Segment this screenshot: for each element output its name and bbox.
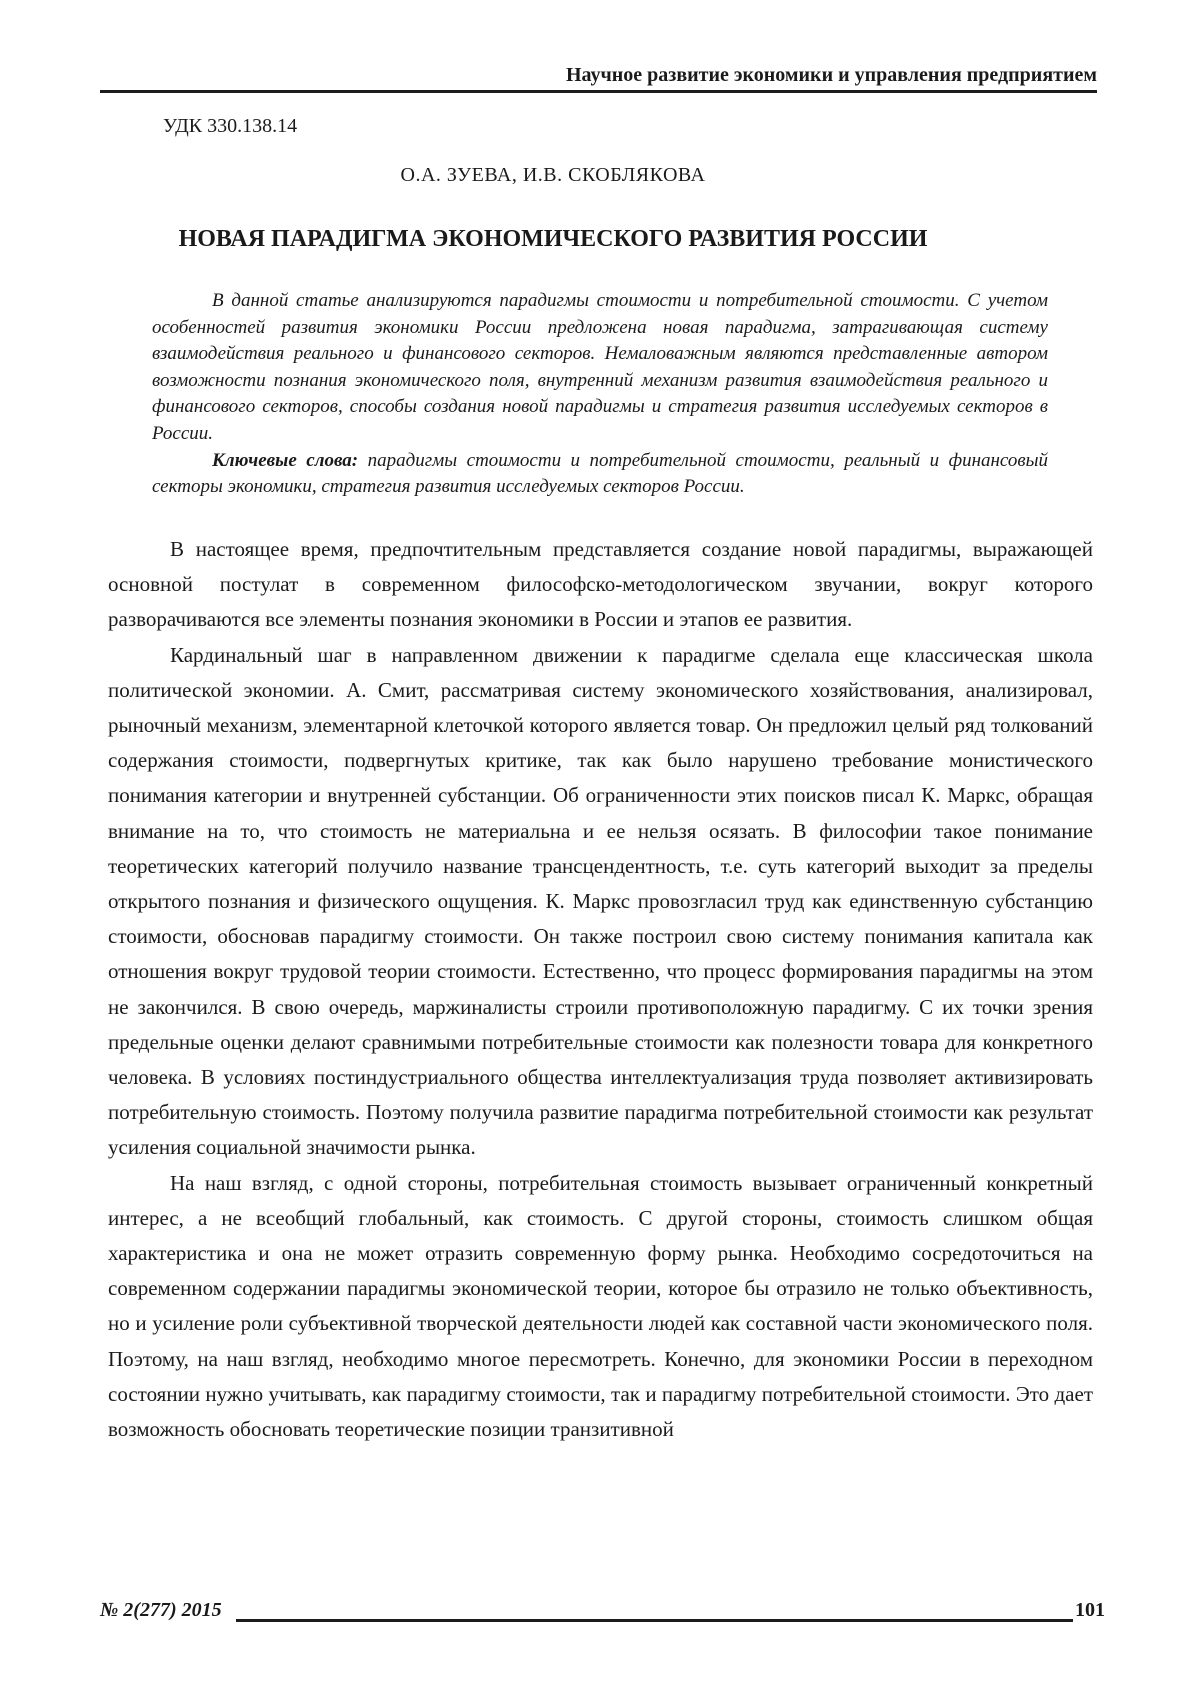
keywords-text: парадигмы стоимости и потребительной стоимости, реальный и финансовый секторы экономики, стратегия развития исследуемых секторов России.: [152, 449, 1048, 498]
keywords-label: Ключевые слова:: [212, 449, 359, 471]
abstract-section: [152, 288, 1048, 501]
article-body: [108, 532, 1093, 1447]
abstract-text: В данной статье анализируются парадигмы стоимости и потребительной стоимости. С учетом особенностей развития экономики России предложена новая парадигма, затрагивающая систему взаимодействия реального и финансового секторов. Немаловажным являются представленные автором возможности познания экономического поля, внутренний механизм развития взаимодействия реального и финансового секторов, способы создания новой парадигмы и стратегия развития исследуемых секторов в России.: [152, 290, 1048, 444]
authors: О.А. ЗУЕВА, И.В. СКОБЛЯКОВА: [400, 164, 706, 186]
article-title: НОВАЯ ПАРАДИГМА ЭКОНОМИЧЕСКОГО РАЗВИТИЯ РОССИИ: [178, 226, 928, 252]
udc-code: УДК 330.138.14: [163, 115, 298, 137]
running-header-text: Научное развитие экономики и управления предприятием: [565, 64, 1097, 86]
footer-rule: [236, 1598, 1073, 1622]
page-footer: [100, 1593, 1105, 1698]
body-paragraph: В настоящее время, предпочтительным представляется создание новой парадигмы, выражающей основной постулат в современном философско-методологическом звучании, вокруг которого разворачиваются все элементы познания экономики в России и этапов ее развития.: [108, 537, 1093, 632]
issue-number: № 2(277) 2015: [100, 1599, 222, 1621]
body-paragraph: На наш взгляд, с одной стороны, потребительная стоимость вызывает ограниченный конкретный интерес, а не всеобщий глобальный, как стоимость. С другой стороны, стоимость слишком общая характеристика и она не может отразить современную форму рынка. Необходимо сосредоточиться на современном содержании парадигмы экономической теории, которое бы отразило не только объективность, но и усиление роли субъективной творческой деятельности людей как составной части экономического поля. Поэтому, на наш взгляд, необходимо многое пересмотреть. Конечно, для экономики России в переходном состоянии нужно учитывать, как парадигму стоимости, так и парадигму потребительной стоимости. Это дает возможность обосновать теоретические позиции транзитивной: [108, 1170, 1093, 1442]
page-number: 101: [1075, 1599, 1105, 1621]
running-header: [100, 62, 1097, 93]
keywords-paragraph: [152, 448, 1048, 501]
body-paragraph: Кардинальный шаг в направленном движении к парадигме сделала еще классическая школа политической экономии. А. Смит, рассматривая систему экономического хозяйствования, анализировал, рыночный механизм, элементарной клеточкой которого является товар. Он предложил целый ряд толкований содержания стоимости, подвергнутых критике, так как было нарушено требование монистического понимания категории и внутренней субстанции. Об ограниченности этих поисков писал К. Маркс, обращая внимание на то, что стоимость не материальна и ее нельзя осязать. В философии такое понимание теоретических категорий получило название трансцендентность, т.е. суть категорий выходит за пределы открытого познания и физического ощущения. К. Маркс провозгласил труд как единственную субстанцию стоимости, обосновав парадигму стоимости. Он также построил свою систему понимания капитала как отношения вокруг трудовой теории стоимости. Естественно, что процесс формирования парадигмы на этом не закончился. В свою очередь, маржиналисты строили противоположную парадигму. С их точки зрения предельные оценки делают сравнимыми потребительные стоимости как полезности товара для конкретного человека. В условиях постиндустриального общества интеллектуализация труда позволяет активизировать потребительную стоимость. Поэтому получила развитие парадигма потребительной стоимости как результат усиления социальной значимости рынка.: [108, 642, 1093, 1160]
